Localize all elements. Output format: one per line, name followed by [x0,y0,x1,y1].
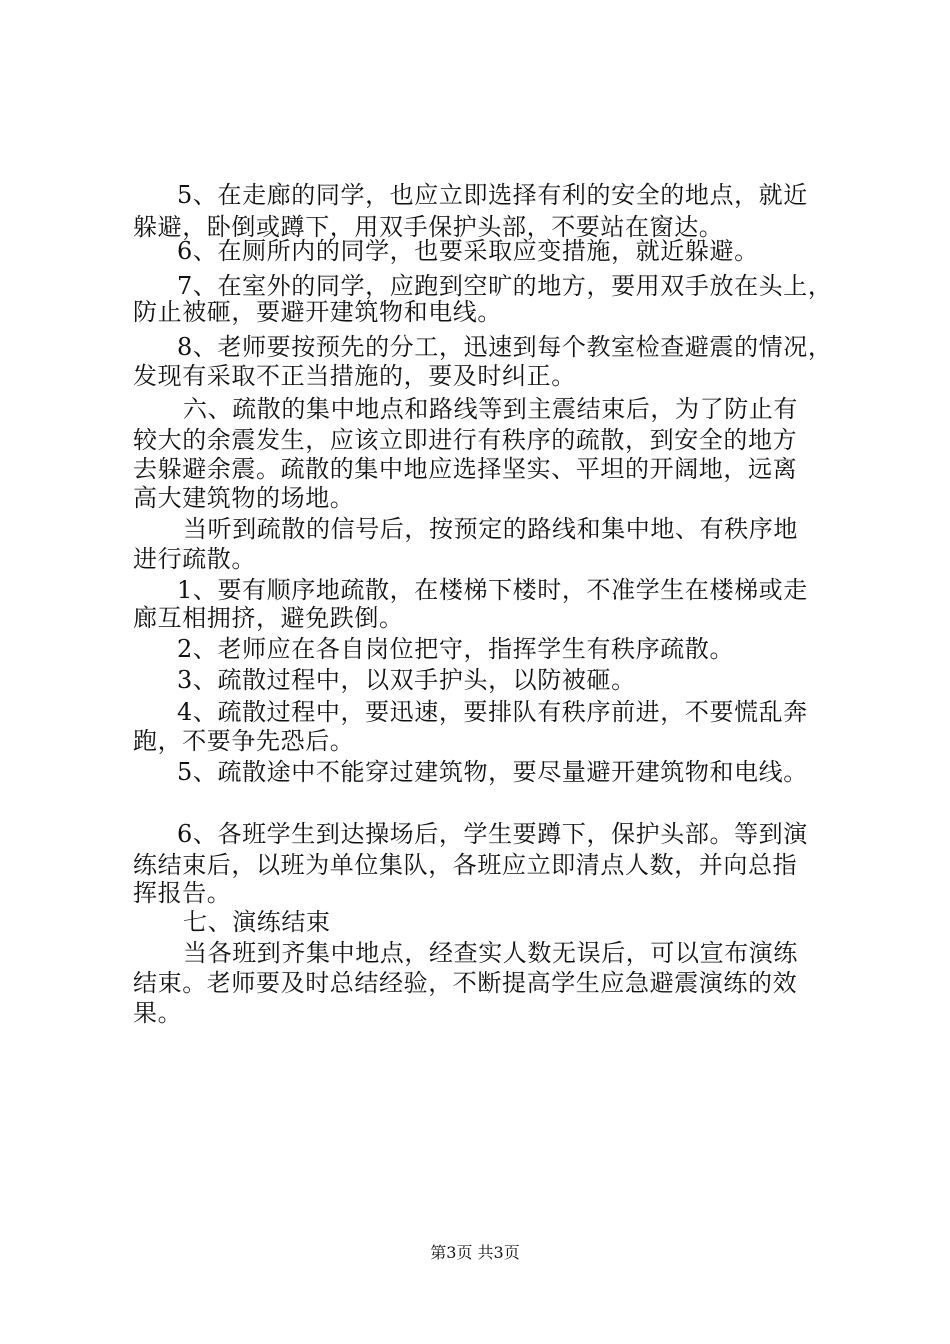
text-line: 挥报告。 [133,879,232,907]
text-line: 7、在室外的同学，应跑到空旷的地方，要用双手放在头上， [177,272,833,300]
text-line: 结束。老师要及时总结经验，不断提高学生应急避震演练的效 [133,969,798,997]
text-line: 6、各班学生到达操场后，学生要蹲下，保护头部。等到演 [177,820,808,848]
text-line: 当听到疏散的信号后，按预定的路线和集中地、有秩序地 [183,515,798,543]
text-line: 2、老师应在各自岗位把守，指挥学生有秩序疏散。 [177,635,735,663]
text-line: 5、疏散途中不能穿过建筑物，要尽量避开建筑物和电线。 [177,758,808,786]
text-line: 果。 [133,999,183,1027]
text-line: 6、在厕所内的同学，也要采取应变措施，就近躲避。 [177,237,759,265]
text-line: 跑，不要争先恐后。 [133,727,355,755]
text-line: 防止被砸，要避开建筑物和电线。 [133,298,502,326]
text-line: 3、疏散过程中，以双手护头，以防被砸。 [177,666,636,694]
section-heading: 七、演练结束 [183,908,331,936]
text-line: 较大的余震发生，应该立即进行有秩序的疏散，到安全的地方 [133,426,798,454]
text-line: 练结束后，以班为单位集队，各班应立即清点人数，并向总指 [133,851,798,879]
section-heading: 六、疏散的集中地点和路线等到主震结束后，为了防止有 [183,395,798,423]
text-line: 当各班到齐集中地点，经查实人数无误后，可以宣布演练 [183,939,798,967]
text-line: 5、在走廊的同学，也应立即选择有利的安全的地点，就近 [177,181,808,209]
text-line: 4、疏散过程中，要迅速，要排队有秩序前进，不要慌乱奔 [177,698,808,726]
text-line: 去躲避余震。疏散的集中地应选择坚实、平坦的开阔地，远离 [133,455,798,483]
page-number-footer: 第3页 共3页 [430,1243,520,1262]
text-line: 高大建筑物的场地。 [133,484,355,512]
text-line: 8、老师要按预先的分工，迅速到每个教室检查避震的情况， [177,333,833,361]
text-line: 进行疏散。 [133,545,256,573]
text-line: 发现有采取不正当措施的，要及时纠正。 [133,362,576,390]
text-line: 躲避，卧倒或蹲下，用双手保护头部，不要站在窗达。 [133,213,724,241]
text-line: 廊互相拥挤，避免跌倒。 [133,604,404,632]
text-line: 1、要有顺序地疏散，在楼梯下楼时，不准学生在楼梯或走 [177,576,808,604]
